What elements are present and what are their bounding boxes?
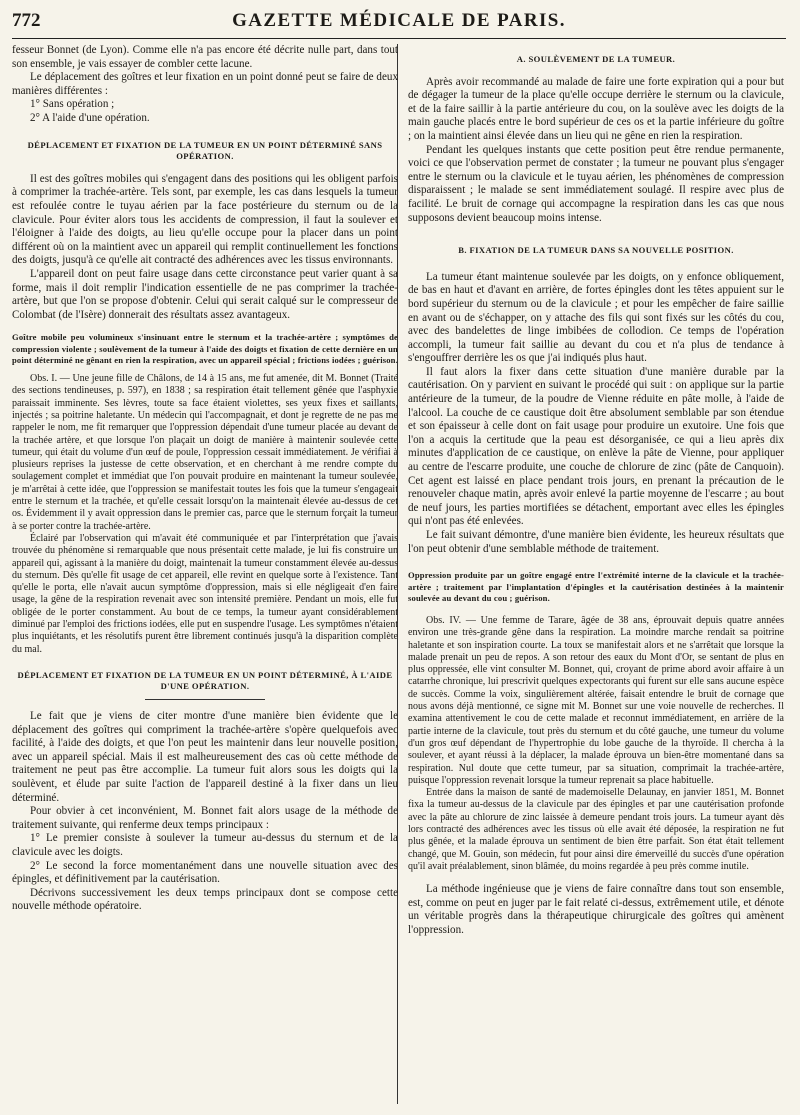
journal-title: GAZETTE MÉDICALE DE PARIS. [232, 10, 566, 31]
paragraph: 2° Le second la force momentanément dans une nouvelle situation avec des épingles, et définitivement par la cautérisation. [12, 859, 398, 886]
list-item: 2° A l'aide d'une opération. [30, 111, 150, 124]
paragraph: Il est des goîtres mobiles qui s'engagent dans des positions qui les obligent parfois à comprimer la trachée-artère. Tels sont, par exemple, les cas dans lesquels la tumeur est refoulée contre le tuyau aérien par la face postérieure du sternum ou de la clavicule. Pour éviter alors tous les accidents de compression, il faut la soulever et l'éloigner à l'aide des doigts, au lieu qu'elle occupe pour la placer dans un point différent où on la maintient avec un appareil qui remplit continuellement les fonctions des doigts, jusqu'à ce qu'elle ait contracté des adhérences avec les tissus environnants. [12, 172, 398, 267]
section-heading: DÉPLACEMENT ET FIXATION DE LA TUMEUR EN UN POINT DÉTERMINÉ, À L'AIDE D'UNE OPÉRATION. [17, 669, 393, 692]
list-item: 1° Sans opération ; [30, 98, 115, 111]
section-heading: DÉPLACEMENT ET FIXATION DE LA TUMEUR EN UN POINT DÉTERMINÉ SANS OPÉRATION. [27, 139, 383, 162]
paragraph: Éclairé par l'observation qui m'avait été communiquée et par l'interprétation que j'avais trouvée du phénomène si remarquable que nous présentait cette malade, je lui fis construire un appareil qui, agissant à la manière du doigt, maintenait la tumeur constamment élevée au-dessus du sternum. Dès qu'elle fit usage de cet appareil, elle revint en quelque sorte à l'existence. Tant qu'elle le porta, elle n'avait aucun symptôme d'oppression, mais si elle négligeait d'en faire usage, la gêne de la respiration revenait avec son intensité première. Pendant un mois, elle fut obligée de le porter constamment. Au bout de ce temps, la tumeur ayant considérablement diminué par l'emploi des frictions iodées, elle put en suspendre l'usage. Les symptômes n'étaient plus inquiétants, et les résolutifs purent être librement continués jusqu'à la disparition complète du mal. [12, 532, 398, 655]
page-number: 772 [12, 10, 41, 31]
paragraph: Après avoir recommandé au malade de faire une forte expiration qui a pour but de dégager la tumeur de la place qu'elle occupe derrière le sternum ou la clavicule, et de la faire saillir à la partie antérieure du cou, on la soulève avec les doigts de la main gauche placés entre le bord supérieur de ces os et la partie inférieure du goître ; on la maintient ainsi élevée dans un lieu qui ne gêne en rien la respiration. [408, 75, 784, 142]
subsection-heading: B. FIXATION DE LA TUMEUR DANS SA NOUVELLE POSITION. [458, 245, 734, 256]
paragraph: 1° Le premier consiste à soulever la tumeur au-dessus du sternum et de la clavicule avec les doigts. [12, 832, 398, 859]
paragraph: Décrivons successivement les deux temps principaux dont se compose cette nouvelle méthode opératoire. [12, 886, 398, 913]
paragraph: fesseur Bonnet (de Lyon). Comme elle n'a pas encore été décrite nulle part, dans tout son ensemble, je vais essayer de combler cette lacune. [12, 44, 398, 70]
paragraph: Pour obvier à cet inconvénient, M. Bonnet fait alors usage de la méthode de traitement suivante, qui renferme deux temps principaux : [12, 805, 398, 831]
paragraph: La méthode ingénieuse que je viens de faire connaître dans tout son ensemble, est, comme on peut en juger par le fait relaté ci-dessus, extrêmement utile, et dénote un véritable progrès dans la thérapeutique chirurgicale des goîtres qui amènent l'oppression. [408, 883, 784, 936]
subsection-heading: A. SOULÈVEMENT DE LA TUMEUR. [516, 54, 676, 64]
paragraph: Pendant les quelques instants que cette position peut être rendue permanente, voici ce que l'observation permet de constater ; la tumeur ne pouvant plus s'engager entre le sternum ou la clavicule et le tuyau aérien, les phénomènes de compression disparaissent ; le malade se sent immédiatement soulagé. Il respire avec plus de facilité. Le bruit de cornage qui accompagne la respiration dans les cas que nous supposons devient beaucoup moins intense. [408, 143, 784, 224]
left-column [12, 44, 398, 914]
page-header [12, 8, 786, 39]
observation-paragraph: Obs. IV. — Une femme de Tarare, âgée de 38 ans, éprouvait depuis quatre années environ une très-grande gêne dans la respiration. La moindre marche rendait sa poitrine haletante et son inspiration courte. La toux se manifestait alors et ne s'arrêtait que lorsque la malade prenait un peu de repos. A son retour des eaux du Mont d'Or, se sentant de plus en plus oppressée, elle vint consulter M. Bonnet, qui, croyant de prime abord avoir affaire à un catarrhe chronique, lui prescrivit quelques expectorants qui furent sur elle sans aucune espèce de succès. Comme la voix, singulièrement altérée, faisait entendre le bruit de cornage que nous avons déjà mentionné, ce signe mit M. Bonnet sur une voie nouvelle de recherches. Il examina attentivement le cou de cette malade et reconnut immédiatement, en arrière de la partie interne de la clavicule, tout près du sternum et du côté gauche, une tumeur du volume d'un gros œuf dépendant de l'hypertrophie du lobe gauche de la thyroïde. Il chercha à la soulever, et ayant réussi à la déplacer, la malade éprouva un bien-être momentané dans sa respiration. Nul doute que cette tumeur, par sa situation, comprimait la trachée-artère, puisque l'oppression revenait lorsque la tumeur reprenait sa place habituelle. [408, 614, 784, 786]
paragraph: Le fait suivant démontre, d'une manière bien évidente, les heureux résultats que l'on peut obtenir d'une semblable méthode de traitement. [408, 529, 784, 555]
paragraph: L'appareil dont on peut faire usage dans cette circonstance peut varier quant à sa forme, mais il doit remplir l'indication essentielle de ne pas comprimer la trachée-artère, but que l'on se propose d'obtenir. Celui qui serait calqué sur le compresseur de Colombat (de l'Isère) donnerait des résultats assez avantageux. [12, 267, 398, 321]
case-heading: Goître mobile peu volumineux s'insinuant entre le sternum et la trachée-artère ; symptômes de compression violente ; soulèvement de la tumeur à l'aide des doigts et fixation de cette dernière en un point déterminé ne gênant en rien la respiration, avec un appareil spécial ; frictions iodées ; guérison. [12, 332, 398, 366]
paragraph: Il faut alors la fixer dans cette situation d'une manière durable par la cautérisation. On y parvient en suivant le procédé qui suit : on applique sur la partie antérieure de la tumeur, de la poudre de Vienne réduite en pâte molle, à l'aide de l'alcool. La couche de ce caustique doit être absolument semblable par son étendue et son épaisseur à celle dont on fait usage pour produire un exutoire. Une fois que l'on a acquis la certitude que la peau est désorganisée, ce qui a lieu après dix minutes d'application de ce caustique, on enlève la pâte de Vienne, pour appliquer au centre de l'escarre produite, une couche de chlorure de zinc (pâte de Canquoin). Cet agent est laissé en place pendant trois jours, en prenant la précaution de le renouveler chaque matin, après avoir enlevé la partie moyenne de l'escarre ; au bout de neuf jours, les parties mortifiées se détachent, emportant avec elles les épingles qui n'ont pas été enlevées. [408, 365, 784, 528]
paragraph: Entrée dans la maison de santé de mademoiselle Delaunay, en janvier 1851, M. Bonnet fixa la tumeur au-dessus de la clavicule par des épingles et par une cautérisation profonde avec la pâte au chlorure de zinc laissée à demeure pendant trois jours. La tumeur ayant dès lors contracté des adhérences avec les tissus où elle avait été déposée, la respiration ne fut plus gênée, et la malade éprouva un sentiment de bien être parfait. Son état était tellement changé, que M. Gouin, son médecin, fut pour ainsi dire émerveillé du succès d'une opération qu'il avait préalablement, sinon blâmée, du moins regardée à peu près comme inutile. [408, 787, 784, 872]
observation-paragraph: Obs. I. — Une jeune fille de Châlons, de 14 à 15 ans, me fut amenée, dit M. Bonnet (Traité des sections tendineuses, p. 597), en 1838 ; sa respiration était tellement gênée que l'asphyxie paraissait imminente. Ses lèvres, toute sa face étaient violettes, ses yeux fixes et saillants, injectés ; sa poitrine haletante. Un médecin qui l'accompagnait, et dont je regrette de ne pas me rappeler le nom, me fit remarquer que l'oppression dépendait d'une tumeur placée au devant de la trachée artère, et que lorsque l'on plaçait un doigt de manière à maintenir soulevée cette tumeur, qui était du volume d'un œuf de poule, l'oppression cessait immédiatement. Je vérifiai à plusieurs reprises la justesse de cette observation, et en cherchant à me rendre compte du soulagement complet et immédiat que l'on pouvait produire en maintenant la tumeur soulevée, je m'arrêtai à cette idée, que l'oppression se manifestait toutes les fois que la tumeur s'engageait entre le sternum et la trachée, et qu'elle cessait lorsqu'on la maintenait élevée au-dessus de cet os. Évidemment il y avait oppression dans le premier cas, parce que le sternum forçait la tumeur à se porter contre la trachée-artère. [12, 373, 398, 532]
paragraph: Le déplacement des goîtres et leur fixation en un point donné peut se faire de deux manières différentes : [12, 71, 398, 97]
right-column [408, 44, 784, 938]
paragraph: La tumeur étant maintenue soulevée par les doigts, on y enfonce obliquement, de bas en haut et d'avant en arrière, de fortes épingles dont les têtes appuient sur le bord supérieur du sternum ou de la clavicule ; et pour les empêcher de faire saillie en avant ou de s'échapper, on y attache des fils qui sont fixés sur les côtés du cou, avec des bandelettes de linge imbibées de collodion. Ce temps de l'opération accompli, la tumeur fait saillie au devant du cou et n'a plus de tendance à s'engouffrer derrière les os que j'ai indiqués plus haut. [408, 270, 784, 365]
case-heading: Oppression produite par un goître engagé entre l'extrémité interne de la clavicule et la trachée-artère ; traitement par l'implantation d'épingles et la cautérisation destinées à la maintenir soulevée au devant du cou ; guérison. [408, 570, 784, 604]
paragraph: Le fait que je viens de citer montre d'une manière bien évidente que le déplacement des goîtres qui compriment la trachée-artère s'opère quelquefois avec facilité, à l'aide des doigts, et que l'on peut les maintenir dans leur nouvelle position, avec un appareil spécial. Mais il est malheureusement des cas où cette méthode de traitement ne peut pas être accomplie. La tumeur fuit alors sous les doigts qui la soulèvent, et élude par suite l'action de l'appareil destiné à la fixer dans un lieu déterminé. [12, 710, 398, 804]
